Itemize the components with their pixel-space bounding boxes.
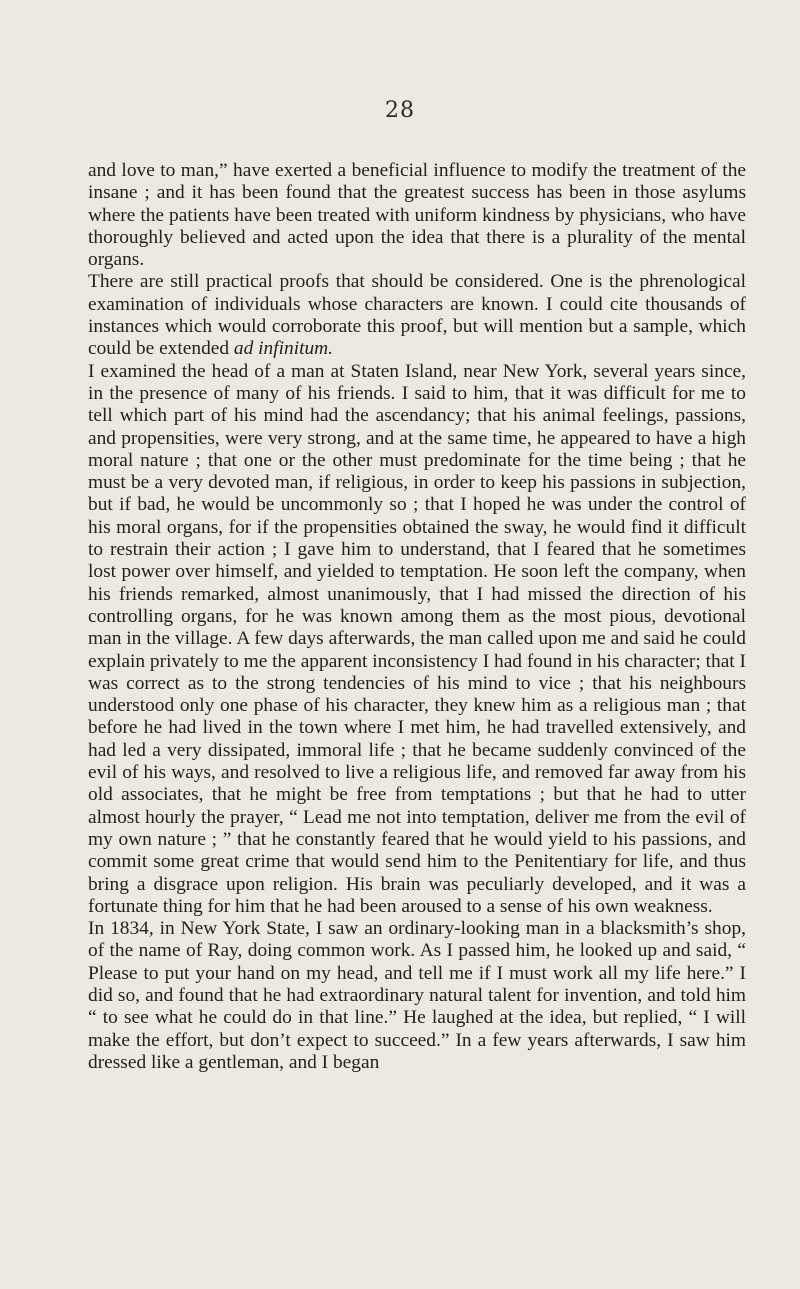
paragraph-4-text: In 1834, in New York State, I saw an ordinary-looking man in a blacksmith’s shop, of the name of Ray, doing common work. As I passed him, he looked up and said, “ Please to put your hand on my head, and tell me if I must work all my life here.” I did so, and found that he had extraordinary natural talent for invention, and told him “ to see what he could do in that line.” He laughed at the idea, but replied, “ I will make the effort, but don’t expect to succeed.” In a few years afterwards, I saw him dressed like a gentleman, and I began <box>88 918 746 1073</box>
paragraph-1 <box>88 160 746 271</box>
page-number: 28 <box>385 98 415 123</box>
paragraph-1-text: and love to man,” have exerted a beneficial influence to modify the treatment of the insane ; and it has been found that the greatest success has been in those asylums where the patients have been treated with uniform kindness by physicians, who have thoroughly believed and acted upon the idea that there is a plurality of the mental organs. <box>88 160 746 271</box>
body-text <box>88 160 746 1074</box>
paragraph-3-text: I examined the head of a man at Staten Island, near New York, several years since, in the presence of many of his friends. I said to him, that it was difficult for me to tell which part of his mind had the ascendancy; that his animal feelings, passions, and propensities, were very strong, and at the same time, he appeared to have a high moral nature ; that one or the other must predominate for the time being ; that he must be a very devoted man, if religious, in order to keep his passions in subjection, but if bad, he would be uncommonly so ; that I hoped he was under the control of his moral organs, for if the propensities obtained the sway, he would find it difficult to restrain their action ; I gave him to understand, that I feared that he sometimes lost power over himself, and yielded to temptation. He soon left the company, when his friends remarked, almost unanimously, that I had missed the direction of his controlling organs, for he was known among them as the most pious, devotional man in the village. A few days afterwards, the man called upon me and said he could explain privately to me the apparent inconsistency I had found in his character; that I was correct as to the strong tendencies of his mind to vice ; that his neighbours understood only one phase of his character, they knew him as a religious man ; that before he had lived in the town where I met him, he had travelled extensively, and had led a very dissipated, immoral life ; that he became suddenly convinced of the evil of his ways, and resolved to live a religious life, and removed far away from his old associates, that he might be free from temptations ; but that he had to utter almost hourly the prayer, “ Lead me not into temptation, deliver me from the evil of my own nature ; ” that he constantly feared that he would yield to his passions, and commit some great crime that would send him to the Penitentiary for life, and thus bring a disgrace upon religion. His brain was peculiarly developed, and it was a fortunate thing for him that he had been aroused to a sense of his own weakness. <box>88 360 746 917</box>
paragraph-2-text: There are still practical proofs that should be considered. One is the phrenological examination of individuals whose characters are known. I could cite thousands of instances which would corroborate this proof, but will mention but a sample, which could be extended <box>88 271 746 360</box>
paragraph-4 <box>88 918 746 1074</box>
paragraph-2-italic-phrase: ad infinitum. <box>233 338 334 360</box>
paragraph-3 <box>88 361 746 918</box>
paragraph-2 <box>88 271 746 360</box>
